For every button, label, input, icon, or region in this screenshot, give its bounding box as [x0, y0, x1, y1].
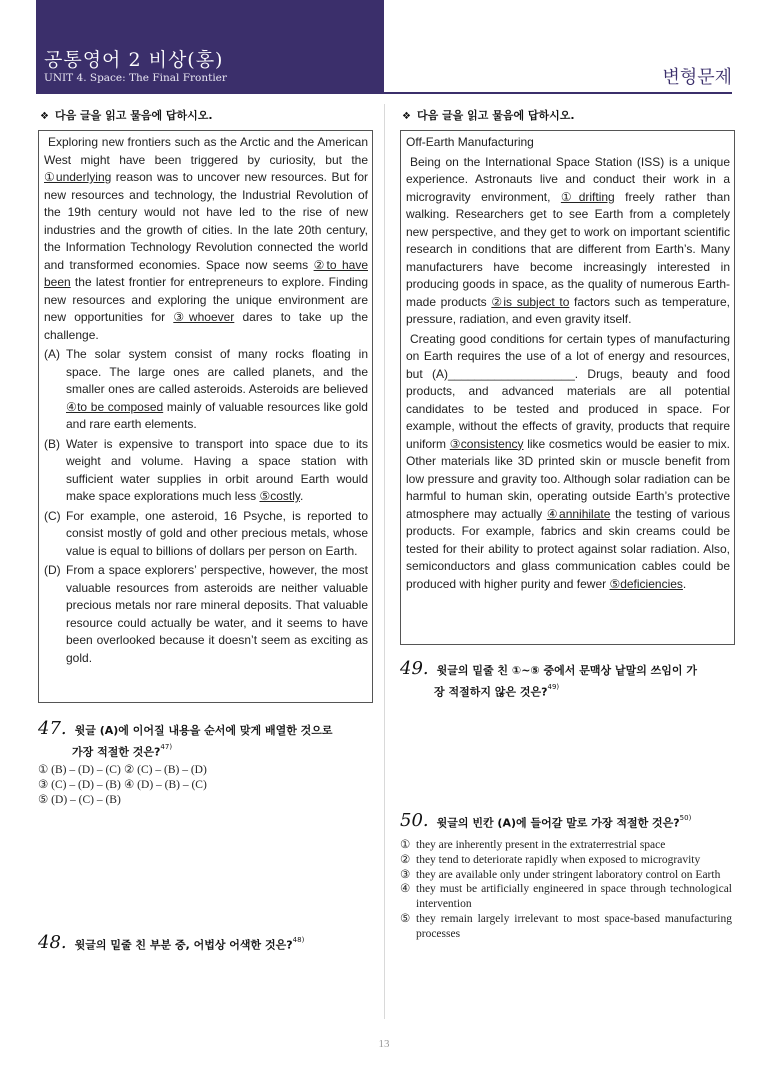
passage-title: Off-Earth Manufacturing	[406, 135, 534, 149]
paragraph-a-text	[66, 346, 368, 434]
paragraph-b	[44, 436, 368, 506]
question-47-options	[38, 763, 378, 807]
right-passage-paragraph-1	[406, 154, 730, 329]
underlined-word-4: ④annihilate	[546, 506, 611, 521]
header-subtitle: UNIT 4. Space: The Final Frontier	[44, 72, 227, 84]
header-title: 공통영어 2 비상(홍)	[44, 49, 224, 71]
text-run: dares to take up the challenge.	[44, 310, 368, 342]
option-50-1[interactable]	[400, 838, 732, 853]
right-passage-box	[400, 130, 735, 645]
underlined-word-2: ②to have been	[44, 257, 368, 289]
text-run: .	[682, 576, 687, 591]
underlined-word-5: ⑤costly	[259, 489, 300, 503]
underlined-word-3: ③consistency	[449, 436, 524, 451]
paragraph-d-text: From a space explorers’ perspective, however, the most valuable resources from asteroids are neither valuable precious metals nor rare mineral deposits. That valuable resource could actually be water, and it seems to have been overlooked because it doesn’t seem as exciting as gold.	[66, 563, 368, 665]
question-48-text: 윗글의 밑줄 친 부분 중, 어법상 어색한 것은?	[74, 938, 293, 952]
text-run: freely rather than walking. Researchers get to see Earth from a completely new perspective, and they get to work on important scientific research in conditions that are different from Earth’s. Many manufacturers have become increasingly interested in producing goods in space, as the quality of numerous Earth-made products	[406, 189, 730, 309]
underlined-word-3: ③whoever	[173, 310, 235, 324]
option-50-5[interactable]	[400, 912, 732, 942]
right-passage-paragraph-2	[406, 331, 730, 594]
option-row	[38, 793, 378, 808]
option-50-4[interactable]	[400, 882, 732, 912]
paragraph-a	[44, 346, 368, 434]
paragraph-c	[44, 508, 368, 561]
option-47-4[interactable]: ④ (D) – (B) – (C)	[124, 778, 207, 791]
paragraph-c-text: For example, one asteroid, 16 Psyche, is reported to consist mostly of gold and other precious metals, whose value is equal to billions of dollars per person on Earth.	[66, 508, 368, 558]
option-number: ④	[400, 883, 411, 896]
text-run: mainly of valuable resources like gold and rare earth elements.	[66, 399, 368, 431]
option-50-3[interactable]	[400, 868, 732, 883]
option-text: they remain largely irrelevant to most space-based manufacturing processes	[416, 912, 732, 940]
blank-a: ___________________	[447, 366, 575, 381]
right-instruction-text: 다음 글을 읽고 물음에 답하시오.	[416, 109, 575, 122]
left-passage-intro	[44, 134, 368, 344]
diamond-icon: ❖	[40, 111, 49, 122]
underlined-word-1: ①underlying	[44, 170, 112, 184]
underlined-word-2: ②is subject to	[491, 294, 570, 309]
footnote-ref-48: 48)	[292, 936, 305, 944]
option-row	[38, 778, 378, 793]
text-run: .	[299, 489, 304, 503]
option-47-1[interactable]: ① (B) – (D) – (C)	[38, 764, 121, 776]
text-run: like cosmetics would be easier to mix. Other materials like 3D printed skin or muscle benefit from low pressure and gravity too. Although solar radiation can be harmful to human skin, operating outside Earth’s protective atmosphere may actually	[406, 436, 731, 521]
option-text: they must be artificially engineered in space through technological intervention	[416, 883, 732, 911]
question-49-line-2	[400, 679, 734, 700]
question-50	[400, 810, 734, 831]
header-section-label: 변형문제	[662, 67, 732, 88]
option-50-2[interactable]	[400, 853, 732, 868]
option-text: they tend to deteriorate rapidly when exposed to microgravity	[416, 853, 701, 866]
question-48	[38, 932, 378, 953]
question-47-line-2	[38, 739, 378, 760]
column-divider	[384, 104, 385, 1019]
underlined-word-5: ⑤deficiencies	[609, 576, 683, 591]
option-text: they are available only under stringent laboratory control on Earth	[416, 868, 721, 881]
text-run: the latest frontier for entrepreneurs to explore. Finding new resources and exploring the unique environment are new opportunities for	[44, 275, 368, 324]
right-instruction	[402, 107, 575, 123]
question-49-text-2: 장 적절하지 않은 것은?	[434, 685, 548, 699]
text-run: Being on the International Space Station (ISS) is a unique experience. Astronauts live and conduct their work in a microgravity environment,	[406, 154, 730, 204]
option-number: ③	[400, 868, 411, 881]
text-run: Creating good conditions for certain types of manufacturing on Earth requires the use of a lot of energy and resources, but (A)	[406, 331, 730, 381]
text-run: the testing of various products. For example, fabrics and skin creams could be tested for their ability to protect against solar radiation. Also, semiconductors and glass communication cables could be produced with higher purity and fewer	[406, 506, 730, 591]
option-row	[38, 763, 378, 778]
header-rule	[384, 92, 732, 94]
diamond-icon: ❖	[402, 111, 411, 122]
question-49	[400, 660, 734, 700]
option-text: they are inherently present in the extraterrestrial space	[416, 839, 666, 851]
question-47-text-2: 가장 적절한 것은?	[72, 745, 161, 759]
option-number: ②	[400, 853, 411, 866]
question-50-text: 윗글의 빈칸 (A)에 들어갈 말로 가장 적절한 것은?	[436, 816, 680, 830]
question-47	[38, 720, 378, 760]
option-47-3[interactable]: ③ (C) – (D) – (B)	[38, 778, 121, 791]
question-47-number: 47.	[38, 718, 67, 739]
option-number: ①	[400, 839, 411, 851]
option-47-5[interactable]: ⑤ (D) – (C) – (B)	[38, 793, 121, 806]
question-47-line-1	[38, 720, 378, 739]
left-instruction	[40, 107, 213, 123]
left-instruction-text: 다음 글을 읽고 물음에 답하시오.	[54, 109, 213, 122]
footnote-ref-49: 49)	[547, 683, 560, 691]
paragraph-d-label: (D)	[44, 563, 61, 577]
underlined-word-1: ①drifting	[560, 189, 615, 204]
paragraph-d	[44, 562, 368, 667]
paragraph-c-label: (C)	[44, 508, 61, 523]
footnote-ref-50: 50)	[679, 814, 692, 822]
paragraph-a-label: (A)	[44, 347, 60, 361]
question-49-text: 윗글의 밑줄 친 ①~⑤ 중에서 문맥상 낱말의 쓰임이 가	[436, 664, 698, 677]
option-number: ⑤	[400, 912, 411, 925]
underlined-word-4: ④to be composed	[66, 399, 164, 414]
text-run: The solar system consist of many rocks floating in space. The large ones are called planets, and the smaller ones are called asteroids. Asteroids are believed	[66, 347, 368, 396]
question-49-number: 49.	[400, 658, 429, 679]
paragraph-b-text	[66, 436, 368, 506]
text-run: Exploring new frontiers such as the Arctic and the American West might have been triggered by curiosity, but the	[44, 135, 368, 167]
text-run: . Drugs, beauty and food products, and advanced materials are all potential candidates to be tested and produced in space. For example, without the effects of gravity, products that require uniform	[406, 366, 731, 451]
left-passage-box	[38, 130, 373, 703]
option-47-2[interactable]: ② (C) – (B) – (D)	[124, 764, 207, 776]
page-number: 13	[378, 1038, 390, 1050]
footnote-ref-47: 47)	[160, 743, 173, 751]
question-50-number: 50.	[400, 810, 429, 832]
question-48-number: 48.	[38, 932, 67, 954]
paragraph-b-label: (B)	[44, 436, 60, 451]
question-49-line-1	[400, 660, 734, 679]
text-run: reason was to uncover new resources. But for new resources and technology, the Industrial Revolution of the 19th century would not have led to the rise of new industries and the growth of cities. In the late 20th century, the Information Technology Revolution connected the world and transformed economies. Space now seems	[44, 170, 368, 272]
question-50-options	[400, 838, 732, 942]
text-run: factors such as temperature, pressure, radiation, and even gravity itself.	[406, 294, 730, 326]
text-run: Water is expensive to transport into space due to its weight and volume. Having a space station with sufficient water supplies in orbit around Earth would make space explorations much less	[66, 436, 368, 503]
question-47-text: 윗글 (A)에 이어질 내용을 순서에 맞게 배열한 것으로	[74, 724, 333, 737]
